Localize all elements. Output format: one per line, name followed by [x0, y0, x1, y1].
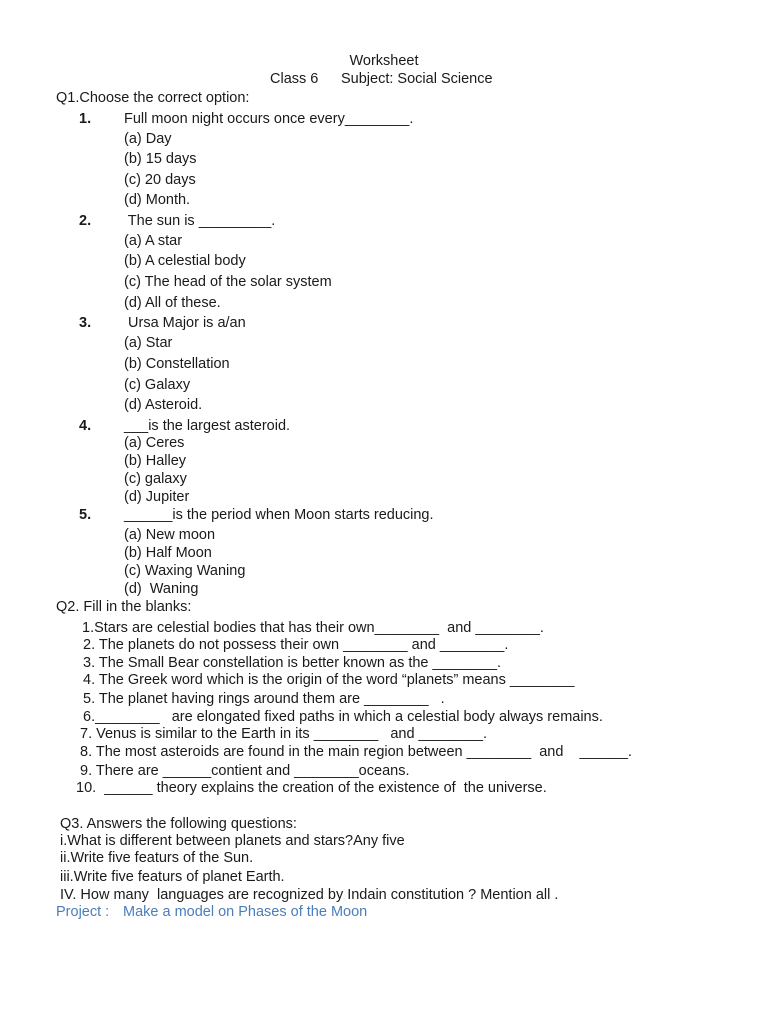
q1-3-option-a: (a) Star	[124, 335, 173, 351]
q3-item-2: ii.Write five featurs of the Sun.	[60, 850, 254, 866]
q3-heading: Q3. Answers the following questions:	[60, 816, 297, 832]
q1-5-text: ______is the period when Moon starts reducing.	[124, 507, 434, 523]
q2-item-2: 2. The planets do not possess their own ________ and ________.	[83, 637, 509, 653]
q1-3-option-b: (b) Constellation	[124, 356, 230, 372]
q2-item-10: 10. ______ theory explains the creation of the existence of the universe.	[76, 780, 547, 796]
q1-2-text: The sun is _________.	[124, 213, 276, 229]
q1-3-option-c: (c) Galaxy	[124, 377, 191, 393]
q1-3-option-d: (d) Asteroid.	[124, 397, 203, 413]
project-text: Make a model on Phases of the Moon	[123, 904, 368, 920]
q2-heading: Q2. Fill in the blanks:	[56, 599, 192, 615]
q2-item-8: 8. The most asteroids are found in the main region between ________ and ______.	[80, 744, 632, 760]
q1-5-option-d: (d) Waning	[124, 581, 199, 597]
q2-item-6: 6.________ are elongated fixed paths in which a celestial body always remains.	[83, 709, 603, 725]
q1-2-option-d: (d) All of these.	[124, 295, 221, 311]
q3-item-4: IV. How many languages are recognized by Indain constitution ? Mention all .	[60, 887, 559, 903]
q2-item-3: 3. The Small Bear constellation is better known as the ________.	[83, 655, 502, 671]
q1-4-number: 4.	[79, 418, 92, 434]
q1-5-option-c: (c) Waxing Waning	[124, 563, 246, 579]
q1-4-option-c: (c) galaxy	[124, 471, 187, 487]
q1-4-option-a: (a) Ceres	[124, 435, 185, 451]
q1-1-option-b: (b) 15 days	[124, 151, 197, 167]
q1-2-option-a: (a) A star	[124, 233, 183, 249]
q1-4-option-b: (b) Halley	[124, 453, 187, 469]
q1-5-number: 5.	[79, 507, 92, 523]
q1-2-option-c: (c) The head of the solar system	[124, 274, 332, 290]
q2-item-1: 1.Stars are celestial bodies that has their own________ and ________.	[82, 620, 544, 636]
subject-label: Subject: Social Science	[341, 71, 493, 87]
project-label: Project :	[56, 904, 110, 920]
q2-item-4: 4. The Greek word which is the origin of the word “planets” means ________	[83, 672, 575, 688]
worksheet-title: Worksheet	[349, 53, 419, 69]
q3-item-3: iii.Write five featurs of planet Earth.	[60, 869, 285, 885]
q2-item-9: 9. There are ______contient and ________oceans.	[80, 763, 410, 779]
q1-3-number: 3.	[79, 315, 92, 331]
q1-1-number: 1.	[79, 111, 92, 127]
class-label: Class 6	[270, 71, 319, 87]
q2-item-5: 5. The planet having rings around them are ________ .	[83, 691, 445, 707]
q1-4-option-d: (d) Jupiter	[124, 489, 190, 505]
q1-heading: Q1.Choose the correct option:	[56, 90, 250, 106]
q1-5-option-a: (a) New moon	[124, 527, 216, 543]
q3-item-1: i.What is different between planets and stars?Any five	[60, 833, 405, 849]
q1-2-option-b: (b) A celestial body	[124, 253, 246, 269]
q1-1-text: Full moon night occurs once every________.	[124, 111, 414, 127]
q1-2-number: 2.	[79, 213, 92, 229]
q1-1-option-d: (d) Month.	[124, 192, 191, 208]
q1-4-text: ___is the largest asteroid.	[124, 418, 291, 434]
q1-1-option-a: (a) Day	[124, 131, 172, 147]
q1-3-text: Ursa Major is a/an	[124, 315, 246, 331]
q2-item-7: 7. Venus is similar to the Earth in its ________ and ________.	[80, 726, 488, 742]
q1-1-option-c: (c) 20 days	[124, 172, 196, 188]
q1-5-option-b: (b) Half Moon	[124, 545, 212, 561]
